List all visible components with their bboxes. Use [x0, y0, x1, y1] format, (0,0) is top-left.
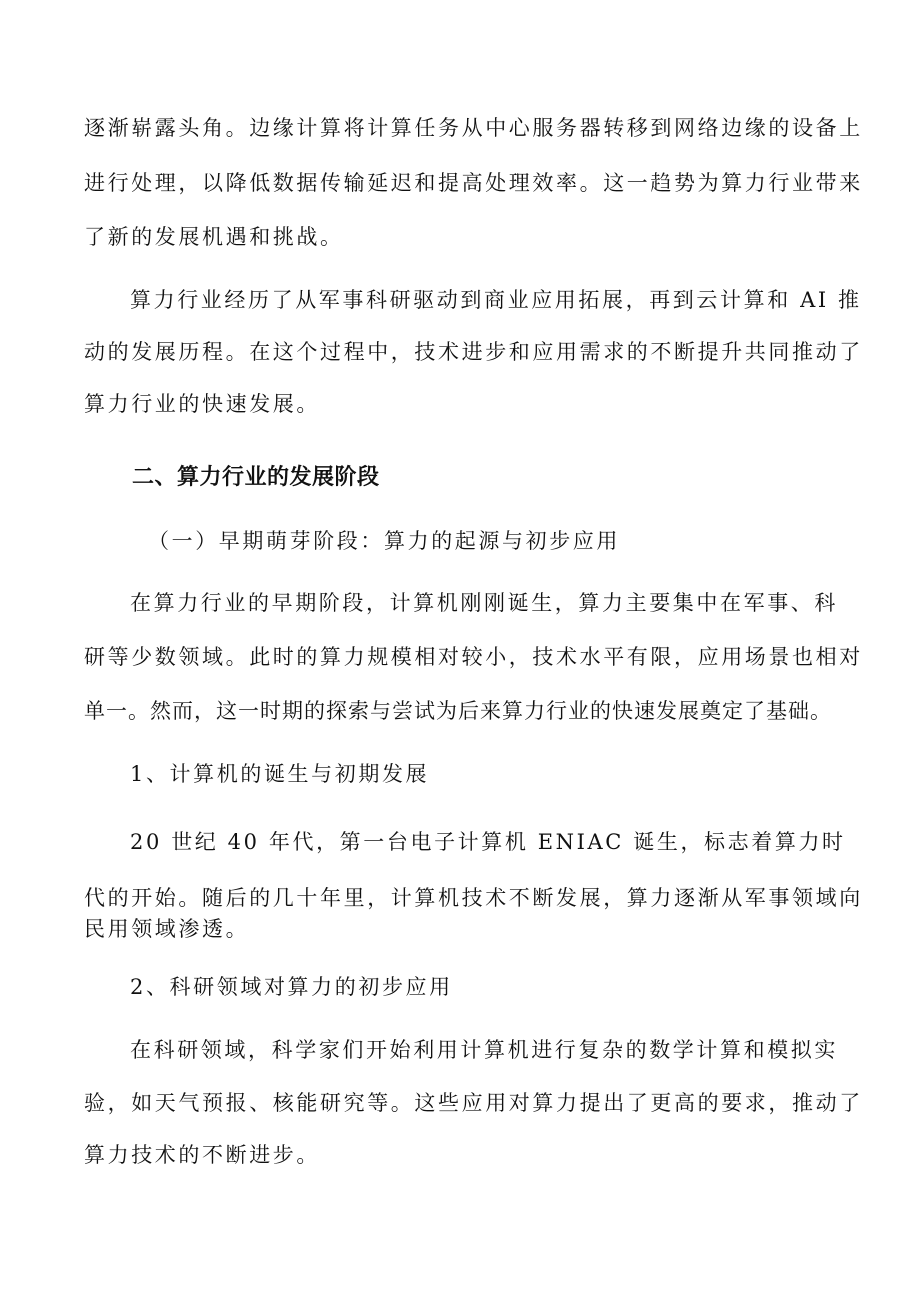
- item-2-heading: 2、科研领域对算力的初步应用: [130, 975, 453, 999]
- paragraph-2-line-3: 算力行业的快速发展。: [84, 392, 320, 416]
- paragraph-5-line-2: 验，如天气预报、核能研究等。这些应用对算力提出了更高的要求，推动了: [84, 1091, 863, 1115]
- item-1-heading: 1、计算机的诞生与初期发展: [130, 762, 430, 786]
- paragraph-2-line-1: 算力行业经历了从军事科研驱动到商业应用拓展，再到云计算和 AI 推: [130, 288, 862, 312]
- paragraph-4-line-2: 代的开始。随后的几十年里，计算机技术不断发展，算力逐渐从军事领域向: [84, 886, 863, 910]
- paragraph-4-line-1: 20 世纪 40 年代，第一台电子计算机 ENIAC 诞生，标志着算力时: [130, 830, 846, 854]
- paragraph-5-line-1: 在科研领域，科学家们开始利用计算机进行复杂的数学计算和模拟实: [130, 1038, 838, 1062]
- subsection-heading: （一）早期萌芽阶段：算力的起源与初步应用: [148, 529, 620, 553]
- paragraph-2-line-2: 动的发展历程。在这个过程中，技术进步和应用需求的不断提升共同推动了: [84, 340, 863, 364]
- paragraph-5-line-3: 算力技术的不断进步。: [84, 1143, 320, 1167]
- section-heading: 二、算力行业的发展阶段: [132, 465, 380, 490]
- paragraph-1-line-1: 逐渐崭露头角。边缘计算将计算任务从中心服务器转移到网络边缘的设备上: [84, 116, 863, 140]
- paragraph-1-line-2: 进行处理，以降低数据传输延迟和提高处理效率。这一趋势为算力行业带来: [84, 171, 863, 195]
- paragraph-1-line-3: 了新的发展机遇和挑战。: [84, 225, 344, 249]
- paragraph-3-line-1: 在算力行业的早期阶段，计算机刚刚诞生，算力主要集中在军事、科: [130, 591, 838, 615]
- paragraph-3-line-2: 研等少数领域。此时的算力规模相对较小，技术水平有限，应用场景也相对: [84, 645, 863, 669]
- paragraph-4-line-3: 民用领域渗透。: [84, 917, 250, 941]
- paragraph-3-line-3: 单一。然而，这一时期的探索与尝试为后来算力行业的快速发展奠定了基础。: [84, 699, 832, 723]
